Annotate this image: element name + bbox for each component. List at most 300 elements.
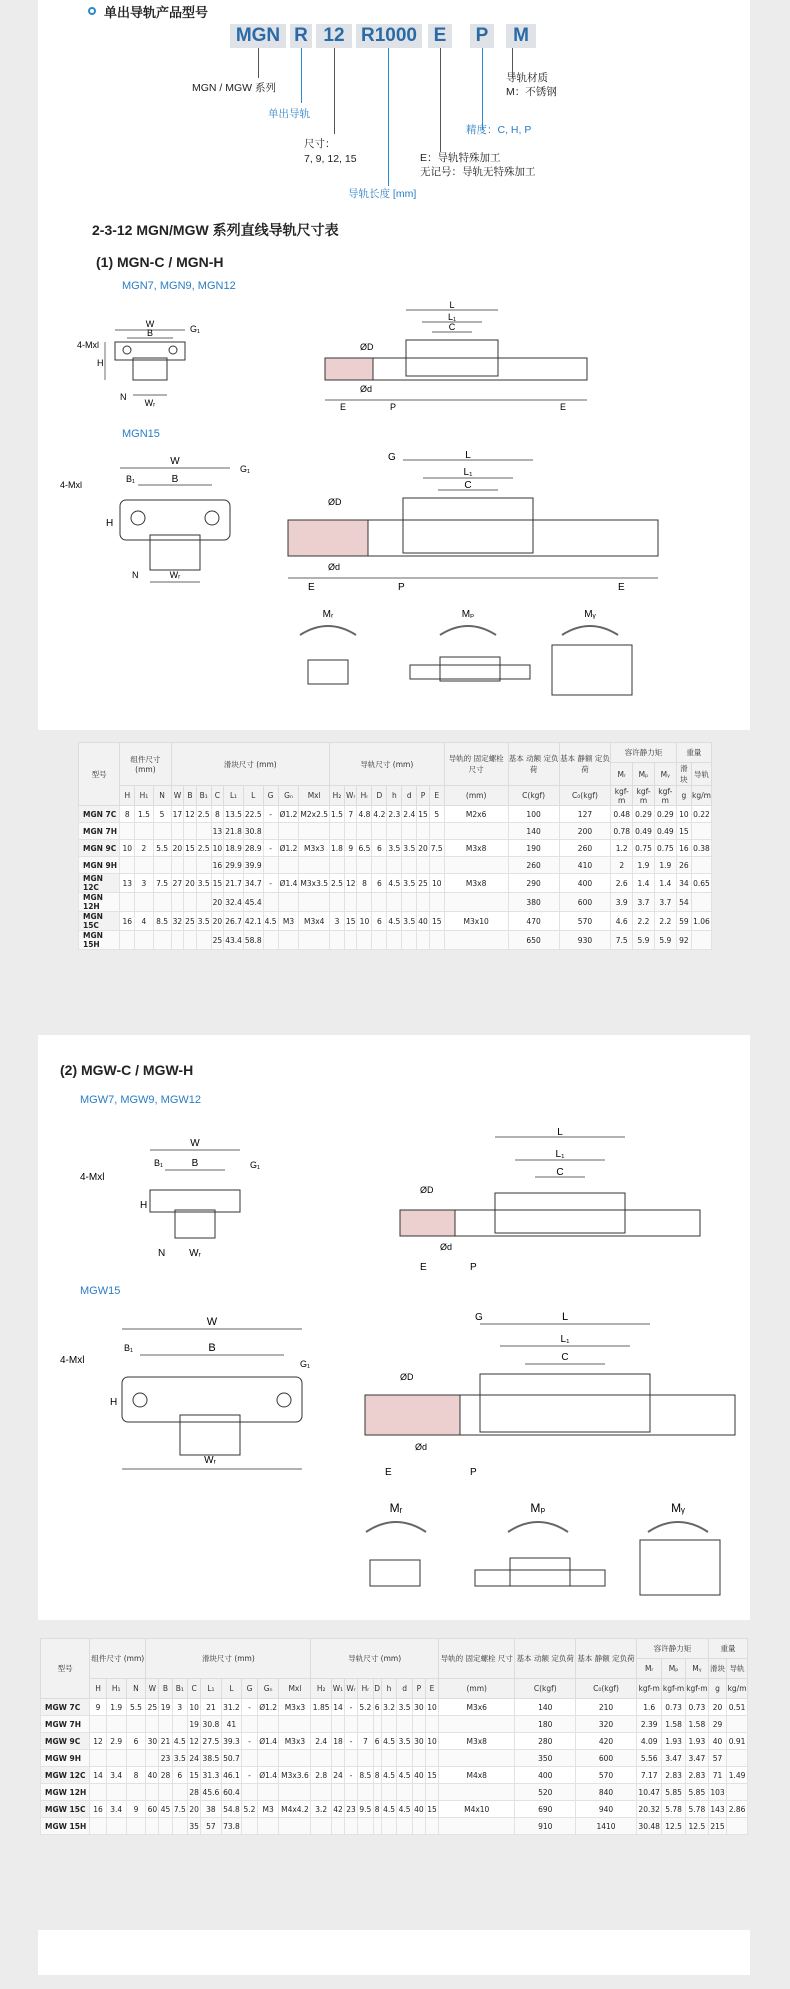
- value-cell: [263, 893, 278, 912]
- value-cell: [372, 893, 387, 912]
- model-cell: MGN 15H: [79, 931, 120, 950]
- value-cell: 15: [417, 806, 430, 823]
- value-cell: 28.9: [243, 840, 263, 857]
- svg-text:Mᵧ: Mᵧ: [671, 1501, 685, 1515]
- value-cell: [196, 857, 211, 874]
- code-part-special: E: [428, 24, 452, 48]
- value-cell: [429, 823, 444, 840]
- svg-text:G₁: G₁: [300, 1359, 311, 1369]
- svg-text:N: N: [158, 1248, 166, 1259]
- value-cell: 32: [171, 912, 184, 931]
- svg-text:C: C: [561, 1352, 569, 1363]
- value-cell: 0.48: [611, 806, 633, 823]
- value-cell: 4.5: [387, 874, 402, 893]
- value-cell: 71: [709, 1767, 727, 1784]
- value-cell: 10: [676, 806, 691, 823]
- value-cell: 570: [576, 1767, 637, 1784]
- value-cell: 12.5: [662, 1818, 685, 1835]
- value-cell: 20: [171, 840, 184, 857]
- subheader-block-weight: 滑块: [676, 763, 691, 786]
- value-cell: 280: [515, 1733, 576, 1750]
- value-cell: [120, 857, 135, 874]
- value-cell: 38: [201, 1801, 222, 1818]
- value-cell: 8: [373, 1801, 381, 1818]
- value-cell: 73.8: [221, 1818, 242, 1835]
- value-cell: [372, 931, 387, 950]
- value-cell: [279, 1784, 311, 1801]
- value-cell: 20.32: [636, 1801, 662, 1818]
- col-static-load: 基本 静额 定负荷: [559, 743, 611, 786]
- value-cell: 1.5: [330, 806, 345, 823]
- value-cell: [439, 1818, 515, 1835]
- value-cell: 12: [90, 1733, 107, 1750]
- value-cell: 10: [425, 1699, 438, 1716]
- svg-text:G₁: G₁: [240, 464, 251, 474]
- value-cell: [429, 931, 444, 950]
- value-cell: 2.4: [311, 1733, 332, 1750]
- value-cell: [439, 1750, 515, 1767]
- value-cell: M2x6: [444, 806, 508, 823]
- subheader-rail-weight: 导轨: [691, 763, 711, 786]
- code-part-material: M: [506, 24, 536, 48]
- value-cell: 1.5: [135, 806, 153, 823]
- value-cell: 1.85: [311, 1699, 332, 1716]
- unit-cell: g: [709, 1679, 727, 1699]
- value-cell: 4.5: [381, 1767, 397, 1784]
- value-cell: [387, 893, 402, 912]
- value-cell: [357, 823, 372, 840]
- value-cell: 6: [172, 1767, 188, 1784]
- value-cell: [146, 1716, 159, 1733]
- value-cell: [299, 823, 330, 840]
- value-cell: [402, 893, 417, 912]
- unit-cell: kgf-m: [662, 1679, 685, 1699]
- value-cell: 18: [331, 1733, 344, 1750]
- value-cell: 59: [676, 912, 691, 931]
- value-cell: 25: [184, 912, 197, 931]
- value-cell: 3.5: [402, 840, 417, 857]
- value-cell: [412, 1784, 425, 1801]
- value-cell: 4: [135, 912, 153, 931]
- subheader-cell: h: [387, 786, 402, 806]
- value-cell: 5.56: [636, 1750, 662, 1767]
- value-cell: [146, 1818, 159, 1835]
- value-cell: [345, 1784, 358, 1801]
- value-cell: 22.5: [243, 806, 263, 823]
- svg-text:Mₚ: Mₚ: [530, 1501, 546, 1515]
- value-cell: 4.8: [357, 806, 372, 823]
- value-cell: [184, 857, 197, 874]
- value-cell: 0.91: [727, 1733, 748, 1750]
- value-cell: [311, 1716, 332, 1733]
- value-cell: [727, 1818, 748, 1835]
- svg-text:Wᵣ: Wᵣ: [144, 398, 156, 408]
- value-cell: 840: [576, 1784, 637, 1801]
- value-cell: 260: [508, 857, 559, 874]
- value-cell: M2x2.5: [299, 806, 330, 823]
- value-cell: 12.5: [685, 1818, 708, 1835]
- value-cell: 2.4: [402, 806, 417, 823]
- value-cell: 30.8: [243, 823, 263, 840]
- value-cell: 4.5: [397, 1801, 413, 1818]
- code-part-length: R1000: [356, 24, 422, 48]
- value-cell: [159, 1784, 172, 1801]
- value-cell: M3x8: [444, 874, 508, 893]
- value-cell: [358, 1716, 374, 1733]
- value-cell: [120, 823, 135, 840]
- value-cell: 25: [211, 931, 224, 950]
- value-cell: [135, 857, 153, 874]
- subheader-cell: L₁: [224, 786, 244, 806]
- value-cell: 30: [412, 1733, 425, 1750]
- table-row: [41, 1716, 748, 1733]
- value-cell: 10: [357, 912, 372, 931]
- table-row: [41, 1750, 748, 1767]
- value-cell: 13: [120, 874, 135, 893]
- value-cell: [402, 931, 417, 950]
- value-cell: 45.4: [243, 893, 263, 912]
- value-cell: 100: [508, 806, 559, 823]
- material-value: M：不锈钢: [506, 86, 557, 98]
- col-bolt: 导轨的 固定螺栓 尺寸: [439, 1639, 515, 1679]
- value-cell: [279, 1750, 311, 1767]
- subheader-cell: C₀(kgf): [559, 786, 611, 806]
- value-cell: 30: [146, 1733, 159, 1750]
- size-values: 7, 9, 12, 15: [304, 153, 357, 165]
- subheader-cell: (mm): [439, 1679, 515, 1699]
- value-cell: Ø1.2: [278, 840, 299, 857]
- value-cell: [373, 1716, 381, 1733]
- size-title: 尺寸：: [304, 138, 336, 150]
- value-cell: 180: [515, 1716, 576, 1733]
- value-cell: 0.38: [691, 840, 711, 857]
- value-cell: 16: [90, 1801, 107, 1818]
- value-cell: 1.06: [691, 912, 711, 931]
- model-cell: MGN 12C: [79, 874, 120, 893]
- model-cell: MGW 12H: [41, 1784, 90, 1801]
- value-cell: [263, 857, 278, 874]
- value-cell: [372, 823, 387, 840]
- value-cell: 5.9: [633, 931, 655, 950]
- value-cell: 15: [425, 1801, 438, 1818]
- value-cell: [381, 1716, 397, 1733]
- table-row: [79, 893, 712, 912]
- part1-models-a: MGN7, MGN9, MGN12: [122, 280, 236, 292]
- value-cell: 16: [211, 857, 224, 874]
- value-cell: 3.7: [654, 893, 676, 912]
- value-cell: [106, 1750, 126, 1767]
- value-cell: 5.2: [358, 1699, 374, 1716]
- value-cell: 3.5: [387, 840, 402, 857]
- value-cell: [257, 1818, 279, 1835]
- value-cell: [402, 823, 417, 840]
- value-cell: M3x3: [279, 1699, 311, 1716]
- mgw-small-side-drawing: [340, 1125, 710, 1275]
- value-cell: M4x8: [439, 1767, 515, 1784]
- value-cell: M4x4.2: [279, 1801, 311, 1818]
- value-cell: [171, 823, 184, 840]
- value-cell: 140: [508, 823, 559, 840]
- value-cell: 420: [576, 1733, 637, 1750]
- value-cell: [153, 931, 171, 950]
- value-cell: [372, 857, 387, 874]
- unit-cell: kg/m: [691, 786, 711, 806]
- code-part-rail: R: [290, 24, 312, 48]
- value-cell: 6.5: [357, 840, 372, 857]
- svg-text:Mᵧ: Mᵧ: [584, 609, 596, 620]
- col-rail: 导轨尺寸 (mm): [311, 1639, 439, 1679]
- value-cell: [417, 931, 430, 950]
- svg-text:E: E: [385, 1467, 392, 1478]
- col-rail: 导轨尺寸 (mm): [330, 743, 445, 786]
- value-cell: [126, 1716, 146, 1733]
- value-cell: 3: [135, 874, 153, 893]
- value-cell: [106, 1784, 126, 1801]
- svg-text:H: H: [140, 1200, 148, 1211]
- value-cell: [373, 1750, 381, 1767]
- value-cell: 103: [709, 1784, 727, 1801]
- value-cell: 25: [146, 1699, 159, 1716]
- value-cell: 30.48: [636, 1818, 662, 1835]
- value-cell: 7.5: [611, 931, 633, 950]
- value-cell: [358, 1784, 374, 1801]
- unit-cell: g: [676, 786, 691, 806]
- value-cell: [444, 857, 508, 874]
- value-cell: 27: [171, 874, 184, 893]
- svg-text:P: P: [390, 402, 397, 412]
- value-cell: Ø1.2: [278, 806, 299, 823]
- value-cell: [196, 823, 211, 840]
- subheader-cell: B: [159, 1679, 172, 1699]
- section-title: 2-3-12 MGN/MGW 系列直线导轨尺寸表: [92, 222, 339, 238]
- value-cell: [172, 1784, 188, 1801]
- value-cell: 41: [221, 1716, 242, 1733]
- value-cell: [397, 1784, 413, 1801]
- svg-text:B₁: B₁: [154, 1158, 164, 1168]
- subheader-cell: d: [402, 786, 417, 806]
- value-cell: 1.6: [636, 1699, 662, 1716]
- single-rail-label: 单出导轨: [268, 108, 310, 120]
- svg-text:C: C: [448, 322, 456, 332]
- value-cell: 14: [90, 1767, 107, 1784]
- value-cell: [444, 823, 508, 840]
- subheader-cell: C(kgf): [515, 1679, 576, 1699]
- value-cell: 5.78: [685, 1801, 708, 1818]
- value-cell: 12: [344, 874, 357, 893]
- value-cell: 2.5: [196, 840, 211, 857]
- value-cell: [330, 857, 345, 874]
- value-cell: 31.2: [221, 1699, 242, 1716]
- value-cell: 0.29: [633, 806, 655, 823]
- subheader-moment: Mₚ: [633, 763, 655, 786]
- mgn-small-side-drawing: [320, 300, 590, 410]
- col-block: 滑块尺寸 (mm): [171, 743, 329, 786]
- value-cell: [412, 1750, 425, 1767]
- svg-text:E: E: [618, 582, 625, 593]
- svg-text:E: E: [340, 402, 347, 412]
- value-cell: 9: [126, 1801, 146, 1818]
- value-cell: M3: [257, 1801, 279, 1818]
- value-cell: 9: [90, 1699, 107, 1716]
- value-cell: [373, 1818, 381, 1835]
- value-cell: [257, 1784, 279, 1801]
- value-cell: 23: [345, 1801, 358, 1818]
- col-dynamic-load: 基本 动额 定负荷: [508, 743, 559, 786]
- subheader-moment: Mₚ: [662, 1659, 685, 1679]
- value-cell: 3.7: [633, 893, 655, 912]
- value-cell: 19: [188, 1716, 201, 1733]
- value-cell: 27.5: [201, 1733, 222, 1750]
- value-cell: 15: [425, 1767, 438, 1784]
- value-cell: [263, 931, 278, 950]
- value-cell: M3x10: [444, 912, 508, 931]
- unit-cell: kg/m: [727, 1679, 748, 1699]
- material-title: 导轨材质: [506, 72, 548, 84]
- svg-text:B₁: B₁: [126, 474, 136, 484]
- value-cell: [417, 857, 430, 874]
- value-cell: 39.3: [221, 1733, 242, 1750]
- value-cell: [345, 1750, 358, 1767]
- table-row: [79, 840, 712, 857]
- value-cell: [417, 823, 430, 840]
- value-cell: 2.6: [611, 874, 633, 893]
- value-cell: [381, 1818, 397, 1835]
- value-cell: [172, 1818, 188, 1835]
- svg-text:C: C: [464, 480, 472, 491]
- model-title: 单出导轨产品型号: [104, 5, 209, 20]
- mgw-small-section-drawing: [80, 1130, 280, 1270]
- value-cell: 15: [184, 840, 197, 857]
- value-cell: [425, 1784, 438, 1801]
- value-cell: 8: [126, 1767, 146, 1784]
- value-cell: M3x8: [439, 1733, 515, 1750]
- value-cell: 690: [515, 1801, 576, 1818]
- value-cell: [357, 893, 372, 912]
- subheader-block-weight: 滑块: [709, 1659, 727, 1679]
- value-cell: 3.5: [196, 912, 211, 931]
- model-cell: MGW 9C: [41, 1733, 90, 1750]
- value-cell: 10.47: [636, 1784, 662, 1801]
- value-cell: 260: [559, 840, 611, 857]
- col-weight: 重量: [709, 1639, 748, 1659]
- value-cell: 10: [188, 1699, 201, 1716]
- value-cell: 2.39: [636, 1716, 662, 1733]
- value-cell: 42.1: [243, 912, 263, 931]
- value-cell: 1.93: [685, 1733, 708, 1750]
- value-cell: 5.78: [662, 1801, 685, 1818]
- value-cell: [727, 1716, 748, 1733]
- value-cell: [330, 931, 345, 950]
- table-row: [41, 1801, 748, 1818]
- value-cell: 54.8: [221, 1801, 242, 1818]
- value-cell: 2.8: [311, 1767, 332, 1784]
- subheader-cell: H₂: [330, 786, 345, 806]
- value-cell: 34: [676, 874, 691, 893]
- value-cell: 16: [120, 912, 135, 931]
- value-cell: 5.85: [685, 1784, 708, 1801]
- value-cell: 45.6: [201, 1784, 222, 1801]
- value-cell: [412, 1818, 425, 1835]
- svg-text:W: W: [206, 1316, 218, 1328]
- value-cell: 3.5: [397, 1733, 413, 1750]
- model-cell: MGN 9H: [79, 857, 120, 874]
- value-cell: 7.5: [153, 874, 171, 893]
- value-cell: [299, 931, 330, 950]
- subheader-cell: D: [373, 1679, 381, 1699]
- value-cell: M3: [278, 912, 299, 931]
- table-row: [79, 857, 712, 874]
- value-cell: [106, 1818, 126, 1835]
- subheader-cell: C: [211, 786, 224, 806]
- value-cell: 910: [515, 1818, 576, 1835]
- value-cell: [691, 893, 711, 912]
- value-cell: 15: [429, 912, 444, 931]
- value-cell: 0.49: [633, 823, 655, 840]
- svg-text:L₁: L₁: [447, 312, 457, 322]
- subheader-cell: H₁: [135, 786, 153, 806]
- value-cell: 28: [188, 1784, 201, 1801]
- table-row: [79, 806, 712, 823]
- value-cell: 1.93: [662, 1733, 685, 1750]
- value-cell: [357, 931, 372, 950]
- value-cell: [278, 931, 299, 950]
- svg-text:Mᵣ: Mᵣ: [322, 609, 334, 620]
- value-cell: [331, 1818, 344, 1835]
- svg-text:4-Mxl: 4-Mxl: [77, 340, 99, 350]
- value-cell: 0.75: [633, 840, 655, 857]
- value-cell: 60.4: [221, 1784, 242, 1801]
- value-cell: [358, 1818, 374, 1835]
- col-weight: 重量: [676, 743, 711, 763]
- value-cell: 43.4: [224, 931, 244, 950]
- value-cell: 1.49: [727, 1767, 748, 1784]
- value-cell: 5.9: [654, 931, 676, 950]
- part1-models-b: MGN15: [122, 428, 160, 440]
- value-cell: 400: [559, 874, 611, 893]
- value-cell: [90, 1716, 107, 1733]
- value-cell: [344, 931, 357, 950]
- value-cell: [159, 1818, 172, 1835]
- model-cell: MGW 15H: [41, 1818, 90, 1835]
- rail-length-label: 导轨长度 [mm]: [348, 188, 417, 200]
- value-cell: 57: [201, 1818, 222, 1835]
- svg-text:W: W: [190, 1138, 200, 1149]
- value-cell: 3.47: [685, 1750, 708, 1767]
- value-cell: [691, 857, 711, 874]
- value-cell: 350: [515, 1750, 576, 1767]
- value-cell: [425, 1716, 438, 1733]
- col-static-load: 基本 静额 定负荷: [576, 1639, 637, 1679]
- svg-text:E: E: [420, 1262, 427, 1273]
- value-cell: [331, 1750, 344, 1767]
- value-cell: [242, 1818, 258, 1835]
- value-cell: [196, 893, 211, 912]
- value-cell: [311, 1750, 332, 1767]
- value-cell: 57: [709, 1750, 727, 1767]
- svg-text:ØD: ØD: [328, 497, 342, 507]
- value-cell: [279, 1716, 311, 1733]
- value-cell: 600: [576, 1750, 637, 1767]
- value-cell: 0.73: [685, 1699, 708, 1716]
- value-cell: 3.4: [106, 1767, 126, 1784]
- value-cell: 3: [330, 912, 345, 931]
- value-cell: [196, 931, 211, 950]
- value-cell: [90, 1784, 107, 1801]
- value-cell: [279, 1818, 311, 1835]
- value-cell: 23: [159, 1750, 172, 1767]
- value-cell: M3x3.5: [299, 874, 330, 893]
- value-cell: [171, 857, 184, 874]
